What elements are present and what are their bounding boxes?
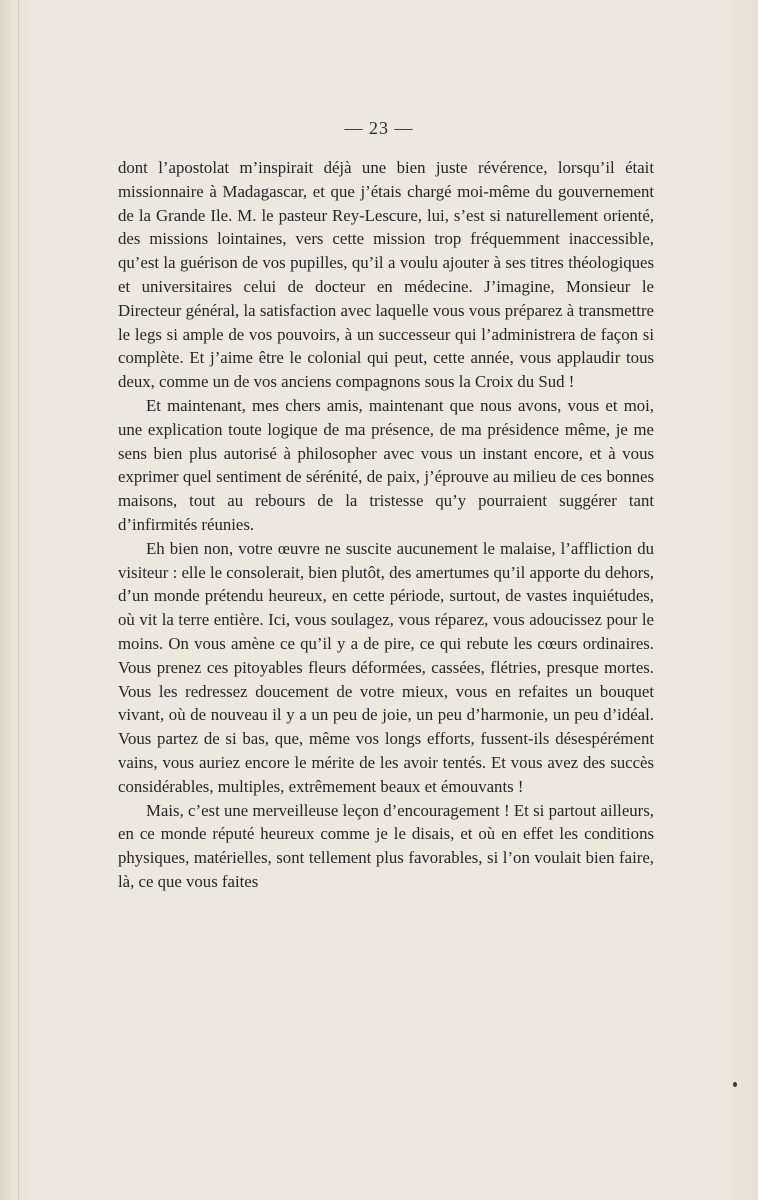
body-text <box>118 156 654 894</box>
paragraph-continuation: dont l’apostolat m’inspirait déjà une bien juste révérence, lorsqu’il était missionnaire à Madagascar, et que j’étais chargé moi-même du gouvernement de la Grande Ile. M. le pasteur Rey-Lescure, lui, s’est si naturellement orienté, des missions lointaines, vers cette mission trop fréquemment inaccessible, qu’est la guérison de vos pupilles, qu’il a voulu ajouter à ses titres théologiques et universitaires celui de docteur en médecine. J’imagine, Monsieur le Directeur général, la satisfaction avec laquelle vous vous préparez à transmettre le legs si ample de vos pouvoirs, à un successeur qui l’administrera de façon si complète. Et j’aime être le colonial qui peut, cette année, vous applaudir tous deux, comme un de vos anciens compagnons sous la Croix du Sud ! <box>118 158 654 392</box>
paragraph: Mais, c’est une merveilleuse leçon d’encouragement ! Et si partout ailleurs, en ce monde réputé heureux comme je le disais, et où en effet les conditions physiques, matérielles, sont tellement plus favorables, si l’on voulait bien faire, là, ce que vous faites <box>118 800 654 891</box>
paragraph: Et maintenant, mes chers amis, maintenant que nous avons, vous et moi, une explication toute logique de ma présence, de ma présidence même, je me sens bien plus autorisé à philosopher avec vous un instant encore, et à vous exprimer quel sentiment de sérénité, de paix, j’éprouve au milieu de ces bonnes maisons, tout au rebours de la tristesse qu’y pourraient suggérer tant d’infirmités réunies. <box>118 395 654 534</box>
paragraph: Eh bien non, votre œuvre ne suscite aucunement le malaise, l’affliction du visiteur : elle le consolerait, bien plutôt, des amertumes qu’il apporte du dehors, d’un monde prétendu heureux, en cette période, surtout, de vastes inquiétudes, où vit la terre entière. Ici, vous soulagez, vous réparez, vous adoucissez pour le moins. On vous amène ce qu’il y a de pire, ce qui rebute les cœurs ordinaires. Vous prenez ces pitoyables fleurs déformées, cassées, flétries, presque mortes. Vous les redressez doucement de votre mieux, vous en refaites un bouquet vivant, où de nouveau il y a un peu de joie, un peu d’harmonie, un peu d’idéal. Vous partez de si bas, que, même vos longs efforts, fussent-ils désespérément vains, vous auriez encore le mérite de les avoir tentés. Et vous avez des succès considérables, multiples, extrêmement beaux et émouvants ! <box>118 538 654 796</box>
page-gutter <box>18 0 19 1200</box>
page-number: — 23 — <box>344 118 414 138</box>
ink-speck <box>733 1082 737 1087</box>
